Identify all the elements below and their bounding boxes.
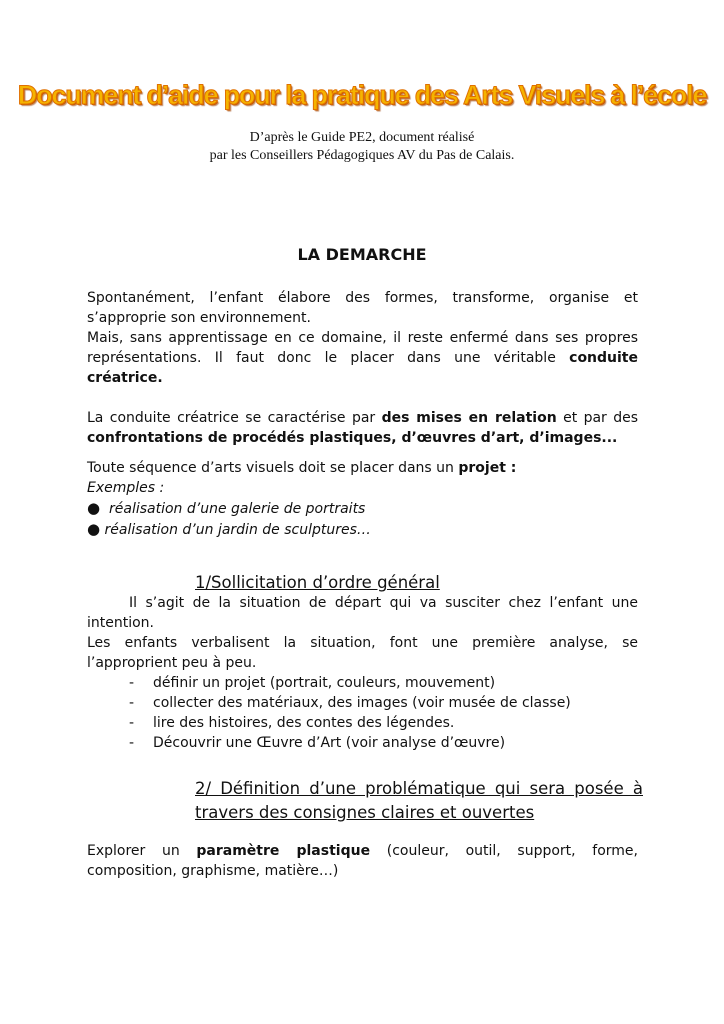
source-note xyxy=(0,129,724,165)
part2-block xyxy=(87,841,638,881)
intro-block xyxy=(87,288,638,540)
source-line-1: D’après le Guide PE2, document réalisé xyxy=(249,130,475,145)
part2-heading-line-1: 2/ Définition d’une problématique qui sera posée à xyxy=(195,779,643,798)
emphasis-projet: projet : xyxy=(458,460,517,476)
example-item: ● réalisation d’une galerie de portraits xyxy=(87,499,366,517)
part1-list xyxy=(87,673,638,753)
part1-block xyxy=(87,593,638,753)
emphasis-parametre: paramètre plastique xyxy=(196,843,371,859)
intro-paragraph-3: La conduite créatrice se caractérise par des mises en relation et par des confrontations de procédés plastiques, d’œuvres d’art, d’images... xyxy=(87,410,639,446)
bullet-icon: ● xyxy=(87,520,101,538)
intro-paragraph-4: Toute séquence d’arts visuels doit se placer dans un projet : xyxy=(87,460,517,476)
examples-label: Exemples : xyxy=(87,480,165,496)
intro-paragraph-2: Mais, sans apprentissage en ce domaine, il reste enfermé dans ses propres représentations. Il faut donc le placer dans une véritable conduite créatrice. xyxy=(87,330,638,386)
intro-paragraph-1: Spontanément, l’enfant élabore des formes, transforme, organise et s’approprie son environnement. xyxy=(87,290,638,326)
part1-paragraph-2: Les enfants verbalisent la situation, font une première analyse, se l’approprient peu à peu. xyxy=(87,635,638,671)
emphasis-relations: des mises en relation xyxy=(381,410,557,426)
list-item: - lire des histoires, des contes des légendes. xyxy=(129,713,638,733)
emphasis-confrontations: confrontations de procédés plastiques, d’œuvres d’art, d’images... xyxy=(87,430,618,446)
example-item: ● réalisation d’un jardin de sculptures… xyxy=(87,520,371,538)
part1-paragraph-1: Il s’agit de la situation de départ qui va susciter chez l’enfant une intention. xyxy=(87,595,638,631)
list-item: - collecter des matériaux, des images (voir musée de classe) xyxy=(129,693,638,713)
part2-paragraph: Explorer un paramètre plastique (couleur, outil, support, forme, composition, graphisme, matière…) xyxy=(87,843,638,879)
list-item: - Découvrir une Œuvre d’Art (voir analyse d’œuvre) xyxy=(129,733,638,753)
emphasis-conduite: conduite créatrice. xyxy=(87,350,638,386)
bullet-icon: ● xyxy=(87,499,101,517)
section-heading: LA DEMARCHE xyxy=(297,245,427,264)
part1-heading: 1/Sollicitation d’ordre général xyxy=(195,573,440,592)
part2-heading-line-2: travers des consignes claires et ouvertes xyxy=(195,803,535,822)
document-title: Document d’aide pour la pratique des Arts Visuels à l’école xyxy=(17,80,707,110)
source-line-2: par les Conseillers Pédagogiques AV du Pas de Calais. xyxy=(209,148,515,163)
list-item: - définir un projet (portrait, couleurs, mouvement) xyxy=(129,673,638,693)
